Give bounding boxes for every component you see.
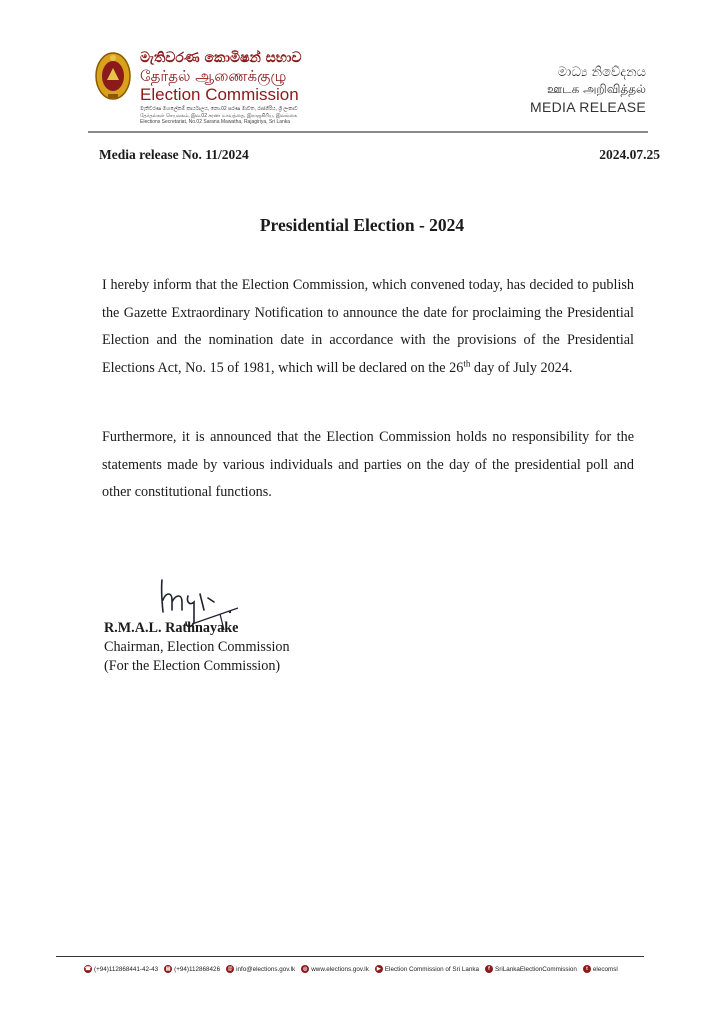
sri-lanka-emblem-icon [94,50,132,102]
footer-divider [56,956,644,957]
signatory-on-behalf: (For the Election Commission) [104,658,281,674]
org-name-sinhala: මැතිවරණ කොමිෂන් සභාව [140,50,302,66]
twitter-handle[interactable]: elecomsl [592,965,618,973]
body-paragraph-2: Furthermore, it is announced that the Election Commission holds no responsibility for the statements made by various individuals and parties on the day of the presidential poll and other constitutional functions. [102,429,634,500]
youtube-channel[interactable]: Election Commission of Sri Lanka [384,965,480,973]
p1-superscript: th [463,357,471,368]
org-name-english: Election Commission [140,85,299,104]
contact-footer [84,962,664,976]
footer-facebook[interactable] [485,965,577,973]
release-date: 2024.07.25 [599,147,660,162]
media-release-english: MEDIA RELEASE [530,99,646,115]
globe-icon: ◎ [303,966,308,972]
fax-icon: ▤ [165,966,171,972]
twitter-icon: t [583,965,591,973]
address-sinhala: මැතිවරණ මහලේකම් කාර්යාලය, නො.02 සරණ මාවත, රාජගිරිය, ශ්‍රී ලංකාව [140,106,298,112]
website-url[interactable]: www.elections.gov.lk [311,965,369,973]
media-release-label [530,64,646,116]
org-name-tamil: தேர்தல் ஆணைக்குழு [140,67,287,85]
phone-icon: ☎ [84,966,92,972]
signatory-block [104,619,290,676]
letterhead [88,44,648,124]
email-icon: @ [227,966,233,972]
body-paragraph-1 [102,272,634,382]
signatory-name: R.M.A.L. Rathnayake [104,620,239,636]
facebook-page[interactable]: SriLankaElectionCommission [495,965,577,973]
footer-youtube[interactable] [375,965,479,973]
footer-twitter[interactable] [583,965,618,973]
address-block [140,106,390,126]
email-address[interactable]: info@elections.gov.lk [236,965,296,973]
footer-email[interactable] [226,965,295,973]
phone-number: (+94)112868441-42-43 [94,965,159,973]
footer-fax [164,965,220,973]
release-number: Media release No. 11/2024 [99,147,249,162]
fax-number: (+94)112868426 [174,965,221,973]
youtube-icon: ▶ [375,965,383,973]
p1-text-end: day of July 2024. [470,359,573,376]
organization-name [140,50,390,126]
document-title: Presidential Election - 2024 [259,215,465,235]
header-divider [88,131,648,133]
address-tamil: தேர்தல்கள் செயலகம், இல.02 சரண மாவத்தை, இராஜகிரிய, இலங்கை [140,112,298,119]
media-release-sinhala: මාධ්‍ය නිවේදනය [557,65,646,80]
p1-text: I hereby inform that the Election Commission, which convened today, has decided to publish the Gazette Extraordinary Notification to announce the date for proclaiming the Presidential Election and the nomination date in accordance with the provisions of the Presidential Elections Act, No. 15 of 1981, which will be declared on the 26 [102,277,634,376]
media-release-tamil: ஊடக அறிவித்தல் [546,82,646,96]
signatory-position: Chairman, Election Commission [104,639,290,655]
address-english: Elections Secretariat, No.02 Sarana Mawatha, Rajagiriya, Sri Lanka [140,119,291,125]
facebook-icon: f [485,965,493,973]
footer-phone [84,965,158,973]
footer-website[interactable] [301,965,369,973]
